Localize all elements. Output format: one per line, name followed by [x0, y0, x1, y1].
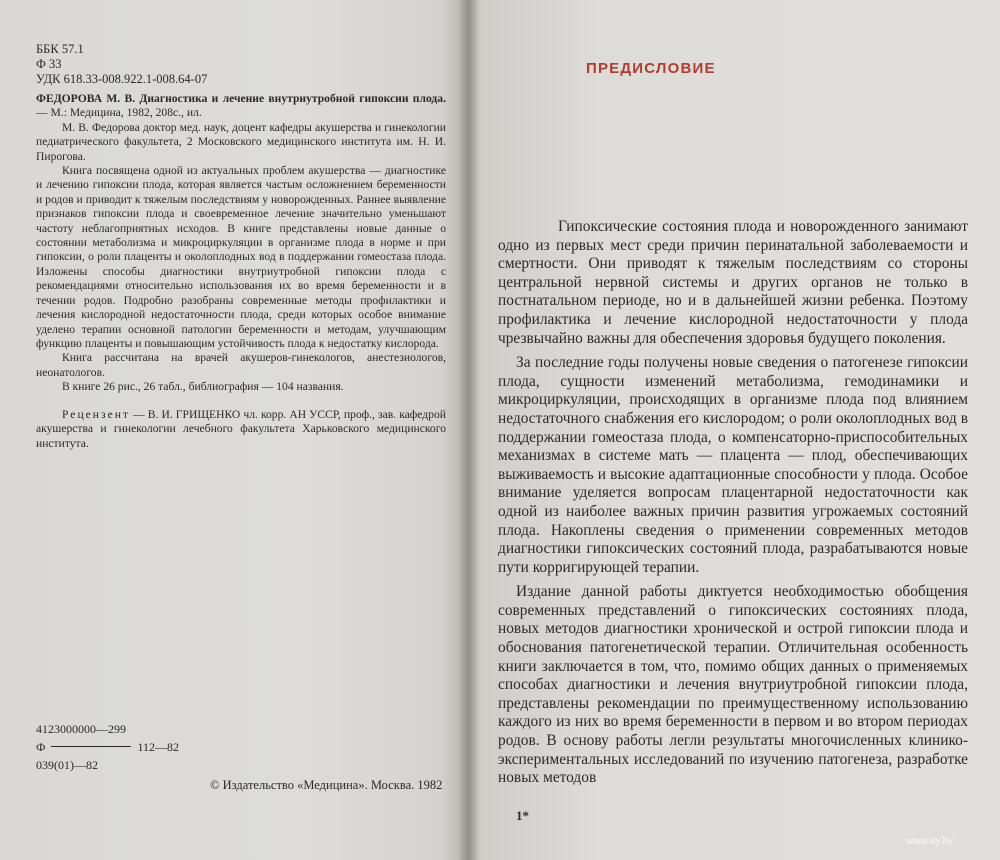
- index-line-3: 039(01)—82: [36, 758, 98, 772]
- index-rule: [51, 746, 131, 747]
- entry-title: Диагностика и лечение внутриутробной гипоксии плода.: [139, 92, 446, 105]
- book-gutter: [458, 0, 480, 860]
- bbk-code: ББК 57.1: [36, 42, 84, 56]
- bibliographic-description: [36, 92, 446, 395]
- audience-note: Книга рассчитана на врачей акушеров-гинекологов, анестезиологов, неонатологов.: [36, 351, 446, 379]
- preface-body: [498, 218, 968, 794]
- publishing-index: [36, 720, 179, 774]
- index-line-1: 4123000000—299: [36, 722, 126, 736]
- entry-author: ФЕДОРОВА М. В.: [36, 92, 136, 105]
- reviewer-label: Рецензент: [62, 408, 130, 421]
- preface-heading: ПРЕДИСЛОВИЕ: [586, 60, 716, 77]
- page-number: 1*: [516, 808, 529, 823]
- copyright-line: © Издательство «Медицина». Москва. 1982: [210, 778, 443, 792]
- reviewer-block: [36, 408, 446, 451]
- site-watermark: www.ay.by: [906, 836, 954, 847]
- preface-paragraph-2: За последние годы получены новые сведения о патогенезе гипоксии плода, сущности изменений метаболизма, гемодинамики и микроциркуляции, происходящих в организме плода под влиянием недостаточного снабжения его кислородом; о роли околоплодных вод в поддержании гомеостаза плода, о компенсаторно-приспособительных механизмах в системе мать — плацента — плод, обеспечивающих выживаемость и высокие адаптационные способности у плода. Особое внимание уделяется вопросам плацентарной недостаточности как одной из наиболее важных причин развития угрожаемых состояний плода. Накоплены сведения о применении современных методов диагностики гипоксических состояний плода, разрабатываются новые пути корригирующей терапии.: [498, 354, 968, 576]
- f-code: Ф 33: [36, 57, 62, 71]
- entry-imprint: — М.: Медицина, 1982, 208с., ил.: [36, 106, 202, 120]
- illustrations-note: В книге 26 рис., 26 табл., библиография — 104 названия.: [62, 380, 344, 394]
- annotation: Книга посвящена одной из актуальных проблем акушерства — диагностике и лечению гипоксии плода, которая является частым осложнением беременности и родов и приводит к тяжелым последствиям у новорожденных. Раннее выявление признаков гипоксии плода и своевременное лечение значительно уменьшают частоту неблагоприятных исходов. В книге представлены новые данные о состоянии метаболизма и микроциркуляции в организме плода в норме и при гипоксии, о роли плаценты и околоплодных вод в поддержании гомеостаза плода. Изложены способы диагностики внутриутробной гипоксии плода с рекомендациями относительно использования их во время беременности и в течении родов. Подробно разобраны современные методы профилактики и лечения кислородной недостаточности плода, среди которых особое внимание уделено терапии основной патологии беременности и методам, улучшающим функцию плаценты и повышающим устойчивость плода к недостатку кислорода.: [36, 164, 446, 350]
- author-note: М. В. Федорова доктор мед. наук, доцент кафедры акушерства и гинекологии педиатрического факультета, 2 Московского медицинского института им. Н. И. Пирогова.: [36, 120, 446, 163]
- left-page: [0, 0, 460, 860]
- bibliographic-entry: [36, 92, 446, 121]
- index-code: 112—82: [137, 740, 180, 754]
- right-page: [478, 0, 1000, 860]
- preface-paragraph-1: Гипоксические состояния плода и новорожденного занимают одно из первых мест среди причин перинатальной заболеваемости и смертности. Они приводят к тяжелым последствиям со стороны центральной нервной системы и других органов не только в постнатальном периоде, но и в дальнейшей жизни ребенка. Поэтому профилактика и лечение кислородной недостаточности у плода чрезвычайно важны для обеспечения здоровья будущего поколения.: [498, 218, 968, 347]
- index-letter: Ф: [36, 740, 46, 754]
- classification-codes: [36, 42, 207, 87]
- index-line-2: [36, 738, 179, 756]
- reviewer-text: — В. И. ГРИЩЕНКО чл. корр. АН УССР, проф., зав. кафедрой акушерства и гинекологии лечебного факультета Харьковского медицинского института.: [36, 408, 446, 450]
- udk-code: УДК 618.33-008.922.1-008.64-07: [36, 72, 208, 86]
- preface-paragraph-3: Издание данной работы диктуется необходимостью обобщения современных представлений о гипоксических состояниях плода, новых методов диагностики хронической и острой гипоксии плода и обоснования патогенетической терапии. Отличительная особенность книги заключается в том, что, помимо общих данных о применяемых способах диагностики и лечения внутриутробной гипоксии плода, представлены рекомендации по преимущественному использованию каждого из них во время беременности в первом и во втором периодах родов. В основу работы легли результаты многочисленных клинико-экспериментальных исследований по изучению патогенеза, разработке новых методов: [498, 583, 968, 787]
